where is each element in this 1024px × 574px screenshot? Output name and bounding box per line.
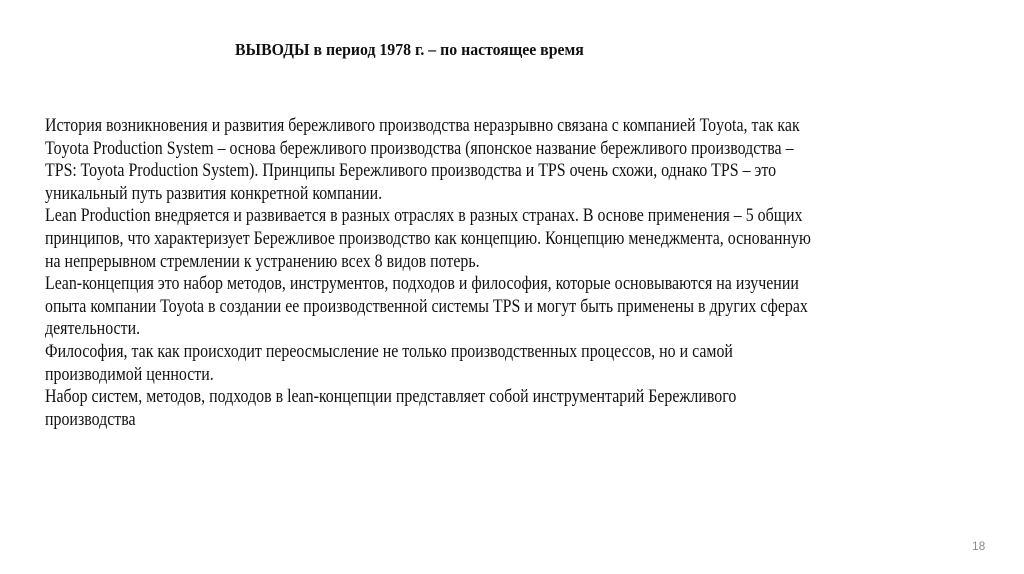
text-line: Lean-концепция это набор методов, инструментов, подходов и философия, которые основываются на изучении [45,274,799,295]
slide-title: ВЫВОДЫ в период 1978 г. – по настоящее время [235,40,584,59]
slide-body-text [45,115,936,431]
text-line: производства [45,409,136,430]
text-line: производимой ценности. [45,364,214,385]
text-line: Lean Production внедряется и развивается в разных отраслях в разных странах. В основе применения – 5 общих [45,206,803,227]
text-line: Toyota Production System – основа бережливого производства (японское название бережливого производства – [45,138,794,159]
text-line: Набор систем, методов, подходов в lean-концепции представляет собой инструментарий Бережливого [45,387,737,408]
text-line: опыта компании Toyota в создании ее производственной системы TPS и могут быть применены в других сферах [45,296,808,317]
text-line: История возникновения и развития бережливого производства неразрывно связана с компанией Toyota, так как [45,116,800,136]
text-line: на непрерывном стремлении к устранению всех 8 видов потерь. [45,251,480,272]
text-line: уникальный путь развития конкретной компании. [45,183,383,204]
text-line: принципов, что характеризует Бережливое производство как концепцию. Концепцию менеджмента, основанную [45,228,811,249]
text-line: деятельности. [45,319,141,340]
text-line: TPS: Toyota Production System). Принципы Бережливого производства и TPS очень схожи, однако TPS – это [45,161,777,182]
page-number: 18 [972,539,986,553]
text-line: Философия, так как происходит переосмысление не только производственных процессов, но и самой [45,341,733,362]
